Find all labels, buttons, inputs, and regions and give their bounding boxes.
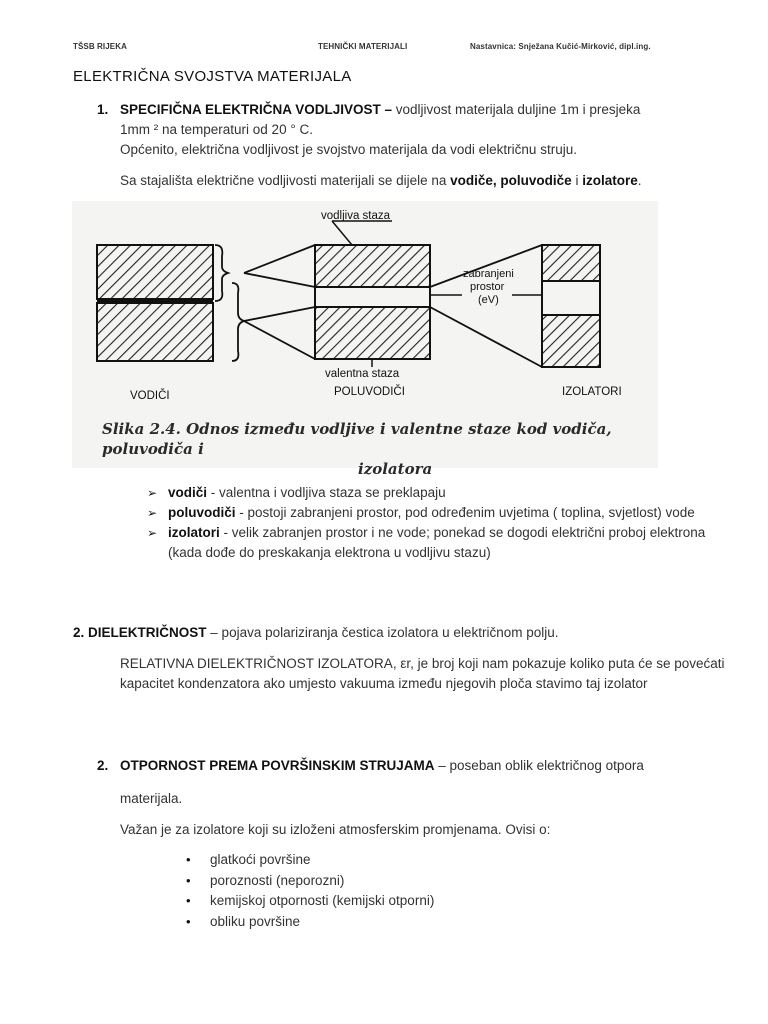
header-teacher: Nastavnica: Snježana Kučić-Mirković, dipl.ing. (470, 42, 651, 51)
arrow-bullet-icon: ➢ (147, 526, 158, 540)
insulator-conduction-band (542, 245, 600, 281)
list-item-text: obliku površine (210, 913, 301, 929)
section-1-general: Općenito, električna vodljivost je svojstvo materijala da vodi električnu struju. (120, 142, 577, 157)
figure-caption-line1: Slika 2.4. Odnos između vodljive i valentne staze kod vodiča, poluvodiča i (102, 420, 612, 458)
classification-insulators: izolatore (582, 173, 638, 188)
dot-bullet-icon: • (186, 872, 191, 888)
dot-bullet-icon: • (186, 852, 191, 867)
label-conductors: VODIČI (130, 390, 170, 402)
list-item-text: poroznosti (neporozni) (210, 872, 345, 888)
semiconductor-bands (315, 245, 430, 359)
section-2-definition: – pojava polariziranja čestica izolatora u električnom polju. (206, 625, 559, 640)
section-1-definition: vodljivost materijala duljine 1m i presjeka (392, 102, 641, 117)
arrow-bullet-icon: ➢ (147, 506, 158, 520)
label-forbidden-2: prostor (470, 281, 505, 293)
section-2 (73, 623, 733, 643)
semiconductor-gap (315, 287, 430, 307)
section-1-heading: SPECIFIČNA ELEKTRIČNA VODLJIVOST – (120, 102, 393, 117)
band-diagram-figure (72, 201, 658, 478)
dot-bullet-icon: • (186, 893, 191, 908)
conductor-brace-top (215, 245, 228, 301)
section-2-heading: DIELEKTRIČNOST (88, 625, 207, 640)
list-item-text: glatkoći površine (210, 852, 311, 867)
header-subject: TEHNIČKI MATERIJALI (318, 42, 408, 51)
label-semiconductors: POLUVODIČI (334, 386, 405, 398)
label-insulators: IZOLATORI (562, 386, 622, 398)
section-1-classification (120, 171, 740, 191)
section-1 (97, 100, 737, 120)
insulator-valence-band (542, 315, 600, 367)
band-text: - postoji zabranjeni prostor, pod određenim uvjetima ( toplina, svjetlost) vode (235, 505, 695, 520)
section-3-heading: OTPORNOST PREMA POVRŠINSKIM STRUJAMA (120, 758, 435, 773)
classification-and: i (571, 173, 583, 188)
dot-bullet-icon: • (186, 913, 191, 929)
section-1-number: 1. (97, 102, 109, 117)
list-item (147, 483, 707, 503)
classification-end: . (637, 173, 642, 188)
section-3 (97, 756, 757, 776)
band-term: izolatori (168, 525, 220, 540)
band-text: - valentna i vodljiva staza se preklapaju (207, 485, 446, 500)
section-2-number: 2. (73, 625, 85, 640)
section-1-definition-cont: 1mm ² na temperaturi od 20 ° C. (120, 122, 313, 137)
list-item (147, 503, 707, 523)
list-item (186, 912, 434, 933)
insulator-gap (542, 281, 600, 315)
page-title: ELEKTRIČNA SVOJSTVA MATERIJALA (73, 68, 352, 85)
conductor-brace-bottom (232, 283, 244, 361)
list-item (186, 891, 434, 912)
section-3-definition: – poseban oblik električnog otpora (434, 758, 644, 773)
list-item (186, 850, 434, 871)
section-3-intro: Važan je za izolatore koji su izloženi atmosferskim promjenama. Ovisi o: (120, 822, 551, 837)
band-term: vodiči (168, 485, 208, 500)
conductor-valence-band (97, 303, 213, 361)
semiconductor-conduction-band (315, 245, 430, 287)
label-valence-band: valentna staza (325, 368, 400, 380)
band-term: poluvodiči (168, 505, 236, 520)
arrow-bullet-icon: ➢ (147, 486, 158, 500)
classification-text: Sa stajališta električne vodljivosti materijali se dijele na (120, 173, 451, 188)
section-3-number: 2. (97, 758, 109, 773)
section-2-paragraph: RELATIVNA DIELEKTRIČNOST IZOLATORA, εr, je broj koji nam pokazuje koliko puta će se povećati kapacitet kondenzatora ako umjesto vakuuma između njegovih ploča stavimo taj izolator (120, 656, 725, 691)
band-text: - velik zabranjen prostor i ne vode; ponekad se dogodi električni proboj elektrona (kada dođe do preskakanja elektrona u vodljivu stazu) (168, 525, 706, 560)
list-item (186, 871, 434, 892)
conductor-conduction-band (97, 245, 213, 299)
label-forbidden-1: zabranjeni (463, 268, 514, 280)
conductor-bands (97, 245, 213, 361)
figure-caption (102, 419, 662, 479)
section-3-definition-cont: materijala. (120, 791, 183, 806)
label-forbidden-3: (eV) (478, 294, 499, 306)
band-description-list (147, 483, 707, 563)
list-item-text: kemijskoj otpornosti (kemijski otporni) (210, 893, 435, 908)
list-item (147, 523, 707, 563)
dependency-list (186, 850, 434, 932)
header-school: TŠSB RIJEKA (73, 42, 127, 51)
insulator-bands (542, 245, 600, 367)
figure-caption-line2: izolatora (358, 460, 433, 478)
semiconductor-valence-band (315, 307, 430, 359)
classification-terms: vodiče, poluvodiče (450, 173, 572, 188)
label-conduction-band: vodljiva staza (321, 210, 391, 222)
